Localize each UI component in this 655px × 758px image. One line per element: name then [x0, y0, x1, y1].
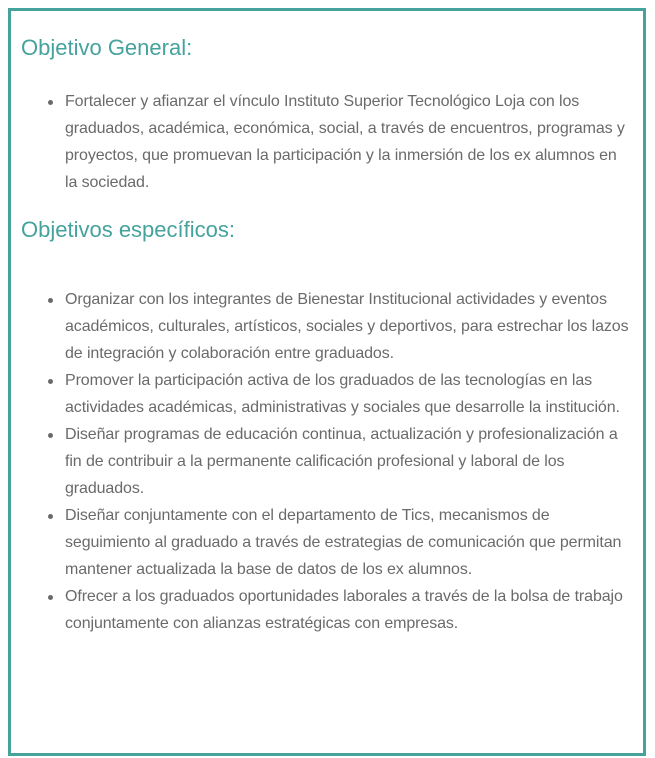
specific-objectives-list [65, 286, 629, 637]
list-item: Organizar con los integrantes de Bienestar Institucional actividades y eventos académicos, culturales, artísticos, sociales y deportivos, para estrechar los lazos de integración y colaboración entre graduados. [65, 286, 629, 367]
bullet-icon [48, 298, 53, 303]
specific-objectives-heading: Objetivos específicos: [21, 217, 235, 242]
bullet-icon [48, 433, 53, 438]
bullet-icon [48, 514, 53, 519]
list-item: Ofrecer a los graduados oportunidades laborales a través de la bolsa de trabajo conjuntamente con alianzas estratégicas con empresas. [65, 583, 629, 637]
objectives-panel [8, 8, 646, 756]
general-objective-list [65, 88, 629, 196]
bullet-icon [48, 100, 53, 105]
list-item: Fortalecer y afianzar el vínculo Instituto Superior Tecnológico Loja con los graduados, académica, económica, social, a través de encuentros, programas y proyectos, que promuevan la participación y la inmersión de los ex alumnos en la sociedad. [65, 88, 629, 196]
bullet-icon [48, 379, 53, 384]
list-item: Diseñar programas de educación continua, actualización y profesionalización a fin de contribuir a la permanente calificación profesional y laboral de los graduados. [65, 421, 629, 502]
general-objective-heading: Objetivo General: [21, 35, 193, 60]
bullet-icon [48, 595, 53, 600]
list-item: Diseñar conjuntamente con el departamento de Tics, mecanismos de seguimiento al graduado a través de estrategias de comunicación que permitan mantener actualizada la base de datos de los ex alumnos. [65, 502, 629, 583]
list-item: Promover la participación activa de los graduados de las tecnologías en las actividades académicas, administrativas y sociales que desarrolle la institución. [65, 367, 629, 421]
